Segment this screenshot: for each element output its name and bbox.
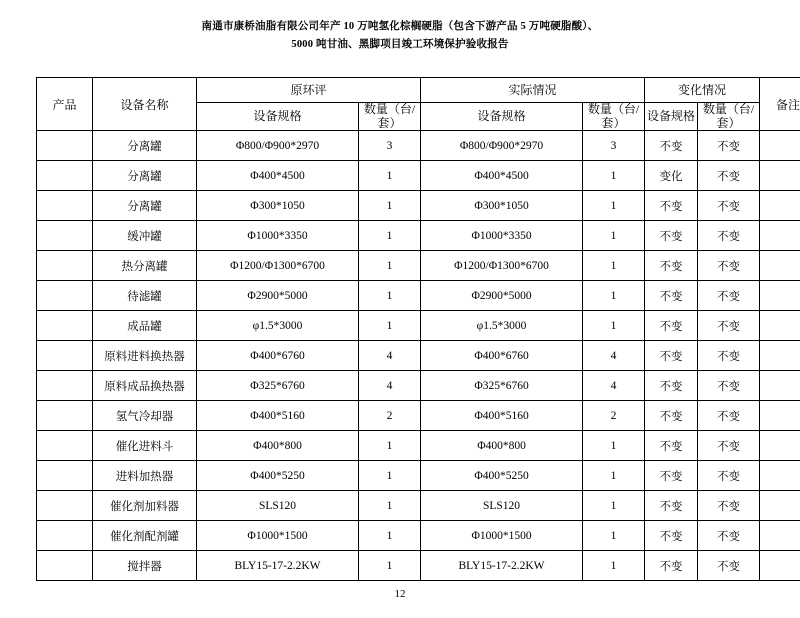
cell-original-qty: 1 xyxy=(359,281,421,311)
cell-original-qty: 1 xyxy=(359,431,421,461)
cell-change-qty: 不变 xyxy=(698,341,760,371)
cell-actual-qty: 1 xyxy=(583,221,645,251)
cell-remark xyxy=(760,431,800,461)
cell-actual-qty: 4 xyxy=(583,341,645,371)
cell-equipment: 催化剂加料器 xyxy=(93,491,197,521)
header-original-spec: 设备规格 xyxy=(197,102,359,131)
cell-original-qty: 3 xyxy=(359,131,421,161)
cell-remark xyxy=(760,161,800,191)
cell-equipment: 原料进料换热器 xyxy=(93,341,197,371)
header-original-ea: 原环评 xyxy=(197,77,421,102)
cell-original-spec: Φ1000*3350 xyxy=(197,221,359,251)
header-product: 产品 xyxy=(37,77,93,131)
header-actual-qty: 数量（台/套） xyxy=(583,102,645,131)
cell-actual-spec: Φ1000*3350 xyxy=(421,221,583,251)
cell-change-qty: 不变 xyxy=(698,251,760,281)
cell-remark xyxy=(760,461,800,491)
page-title-line-1: 南通市康桥油脂有限公司年产 10 万吨氢化棕榈硬脂（包含下游产品 5 万吨硬脂酸）、 xyxy=(201,21,599,32)
table-row xyxy=(37,251,800,281)
cell-actual-spec: Φ800/Φ900*2970 xyxy=(421,131,583,161)
cell-product xyxy=(37,491,93,521)
cell-actual-spec: Φ300*1050 xyxy=(421,191,583,221)
cell-product xyxy=(37,221,93,251)
cell-original-qty: 1 xyxy=(359,221,421,251)
cell-actual-qty: 2 xyxy=(583,401,645,431)
cell-change-qty: 不变 xyxy=(698,491,760,521)
cell-product xyxy=(37,521,93,551)
cell-original-spec: Φ800/Φ900*2970 xyxy=(197,131,359,161)
table-row xyxy=(37,281,800,311)
cell-original-qty: 1 xyxy=(359,551,421,581)
cell-change-spec: 不变 xyxy=(645,131,698,161)
header-change-spec: 设备规格 xyxy=(645,102,698,131)
cell-original-qty: 1 xyxy=(359,191,421,221)
cell-original-qty: 1 xyxy=(359,521,421,551)
cell-original-qty: 1 xyxy=(359,311,421,341)
cell-equipment: 热分离罐 xyxy=(93,251,197,281)
equipment-comparison-table xyxy=(36,77,800,582)
cell-change-qty: 不变 xyxy=(698,311,760,341)
table-row xyxy=(37,311,800,341)
cell-change-spec: 不变 xyxy=(645,191,698,221)
cell-original-qty: 4 xyxy=(359,341,421,371)
cell-actual-qty: 1 xyxy=(583,281,645,311)
header-equipment-name: 设备名称 xyxy=(93,77,197,131)
table-row xyxy=(37,461,800,491)
cell-actual-spec: Φ400*800 xyxy=(421,431,583,461)
cell-actual-qty: 1 xyxy=(583,251,645,281)
header-actual-spec: 设备规格 xyxy=(421,102,583,131)
cell-change-spec: 不变 xyxy=(645,281,698,311)
cell-original-spec: BLY15-17-2.2KW xyxy=(197,551,359,581)
cell-actual-qty: 1 xyxy=(583,551,645,581)
table-row xyxy=(37,491,800,521)
cell-change-spec: 不变 xyxy=(645,401,698,431)
table-header xyxy=(37,77,800,131)
cell-change-qty: 不变 xyxy=(698,281,760,311)
cell-remark xyxy=(760,191,800,221)
cell-change-qty: 不变 xyxy=(698,551,760,581)
cell-original-spec: Φ300*1050 xyxy=(197,191,359,221)
cell-actual-qty: 1 xyxy=(583,521,645,551)
cell-equipment: 分离罐 xyxy=(93,131,197,161)
equipment-table-wrapper xyxy=(36,77,800,582)
cell-remark xyxy=(760,221,800,251)
cell-change-qty: 不变 xyxy=(698,221,760,251)
cell-equipment: 催化进料斗 xyxy=(93,431,197,461)
cell-equipment: 缓冲罐 xyxy=(93,221,197,251)
cell-equipment: 进料加热器 xyxy=(93,461,197,491)
page-title-line-2: 5000 吨甘油、黑脚项目竣工环境保护验收报告 xyxy=(291,39,509,51)
cell-actual-spec: Φ400*4500 xyxy=(421,161,583,191)
cell-original-qty: 2 xyxy=(359,401,421,431)
page-title xyxy=(80,18,720,55)
cell-equipment: 分离罐 xyxy=(93,191,197,221)
cell-change-spec: 不变 xyxy=(645,251,698,281)
cell-remark xyxy=(760,131,800,161)
table-header-row-top xyxy=(37,77,800,102)
cell-remark xyxy=(760,401,800,431)
cell-product xyxy=(37,281,93,311)
cell-remark xyxy=(760,551,800,581)
table-row xyxy=(37,431,800,461)
table-row xyxy=(37,341,800,371)
cell-remark xyxy=(760,311,800,341)
cell-remark xyxy=(760,491,800,521)
cell-change-spec: 不变 xyxy=(645,341,698,371)
table-row xyxy=(37,521,800,551)
cell-original-qty: 1 xyxy=(359,491,421,521)
cell-product xyxy=(37,191,93,221)
cell-change-qty: 不变 xyxy=(698,461,760,491)
cell-original-spec: Φ400*4500 xyxy=(197,161,359,191)
cell-product xyxy=(37,311,93,341)
cell-change-spec: 不变 xyxy=(645,551,698,581)
cell-actual-qty: 1 xyxy=(583,431,645,461)
cell-equipment: 成品罐 xyxy=(93,311,197,341)
cell-original-spec: Φ2900*5000 xyxy=(197,281,359,311)
cell-equipment: 原料成品换热器 xyxy=(93,371,197,401)
cell-original-spec: Φ400*5250 xyxy=(197,461,359,491)
cell-equipment: 分离罐 xyxy=(93,161,197,191)
cell-actual-qty: 1 xyxy=(583,191,645,221)
cell-change-qty: 不变 xyxy=(698,431,760,461)
header-actual: 实际情况 xyxy=(421,77,645,102)
header-remark: 备注 xyxy=(760,77,800,131)
cell-actual-spec: Φ400*6760 xyxy=(421,341,583,371)
page-number: 12 xyxy=(394,588,406,600)
cell-original-spec: Φ1000*1500 xyxy=(197,521,359,551)
cell-change-spec: 不变 xyxy=(645,461,698,491)
cell-actual-qty: 1 xyxy=(583,161,645,191)
cell-actual-qty: 1 xyxy=(583,311,645,341)
header-change-qty: 数量（台/套） xyxy=(698,102,760,131)
cell-change-spec: 不变 xyxy=(645,431,698,461)
cell-change-qty: 不变 xyxy=(698,521,760,551)
table-row xyxy=(37,131,800,161)
cell-change-qty: 不变 xyxy=(698,191,760,221)
cell-original-spec: Φ400*6760 xyxy=(197,341,359,371)
cell-actual-qty: 1 xyxy=(583,461,645,491)
cell-change-spec: 变化 xyxy=(645,161,698,191)
cell-original-spec: SLS120 xyxy=(197,491,359,521)
cell-change-spec: 不变 xyxy=(645,521,698,551)
table-row xyxy=(37,191,800,221)
cell-remark xyxy=(760,341,800,371)
cell-equipment: 搅拌器 xyxy=(93,551,197,581)
table-row xyxy=(37,221,800,251)
cell-actual-spec: Φ400*5250 xyxy=(421,461,583,491)
cell-original-spec: φ1.5*3000 xyxy=(197,311,359,341)
cell-original-qty: 1 xyxy=(359,461,421,491)
cell-original-spec: Φ400*800 xyxy=(197,431,359,461)
cell-equipment: 催化剂配剂罐 xyxy=(93,521,197,551)
cell-product xyxy=(37,461,93,491)
cell-actual-spec: Φ325*6760 xyxy=(421,371,583,401)
cell-remark xyxy=(760,521,800,551)
cell-actual-spec: Φ2900*5000 xyxy=(421,281,583,311)
cell-remark xyxy=(760,281,800,311)
cell-remark xyxy=(760,251,800,281)
cell-change-qty: 不变 xyxy=(698,401,760,431)
table-row xyxy=(37,401,800,431)
cell-original-spec: Φ400*5160 xyxy=(197,401,359,431)
cell-original-spec: Φ325*6760 xyxy=(197,371,359,401)
cell-product xyxy=(37,401,93,431)
cell-change-qty: 不变 xyxy=(698,131,760,161)
cell-actual-spec: φ1.5*3000 xyxy=(421,311,583,341)
cell-actual-qty: 3 xyxy=(583,131,645,161)
cell-original-qty: 1 xyxy=(359,161,421,191)
cell-actual-spec: Φ1000*1500 xyxy=(421,521,583,551)
table-body xyxy=(37,131,800,581)
header-changes: 变化情况 xyxy=(645,77,760,102)
cell-product xyxy=(37,371,93,401)
cell-actual-spec: SLS120 xyxy=(421,491,583,521)
cell-change-spec: 不变 xyxy=(645,491,698,521)
cell-product xyxy=(37,161,93,191)
cell-product xyxy=(37,131,93,161)
cell-product xyxy=(37,431,93,461)
cell-change-spec: 不变 xyxy=(645,371,698,401)
cell-change-qty: 不变 xyxy=(698,371,760,401)
cell-change-qty: 不变 xyxy=(698,161,760,191)
table-row xyxy=(37,371,800,401)
cell-product xyxy=(37,551,93,581)
cell-actual-qty: 4 xyxy=(583,371,645,401)
cell-equipment: 待滤罐 xyxy=(93,281,197,311)
cell-actual-spec: Φ400*5160 xyxy=(421,401,583,431)
cell-equipment: 氢气冷却器 xyxy=(93,401,197,431)
cell-actual-spec: Φ1200/Φ1300*6700 xyxy=(421,251,583,281)
cell-remark xyxy=(760,371,800,401)
cell-actual-spec: BLY15-17-2.2KW xyxy=(421,551,583,581)
header-original-qty: 数量（台/套） xyxy=(359,102,421,131)
table-row xyxy=(37,161,800,191)
cell-original-spec: Φ1200/Φ1300*6700 xyxy=(197,251,359,281)
cell-original-qty: 4 xyxy=(359,371,421,401)
cell-change-spec: 不变 xyxy=(645,311,698,341)
cell-product xyxy=(37,341,93,371)
cell-actual-qty: 1 xyxy=(583,491,645,521)
cell-change-spec: 不变 xyxy=(645,221,698,251)
table-row xyxy=(37,551,800,581)
cell-original-qty: 1 xyxy=(359,251,421,281)
cell-product xyxy=(37,251,93,281)
